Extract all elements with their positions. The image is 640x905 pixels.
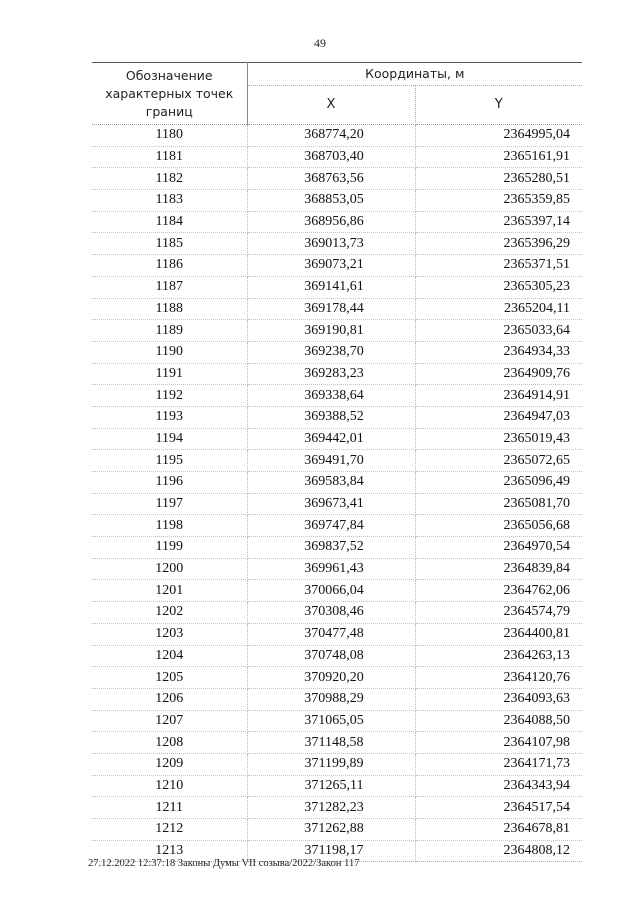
coordinates-table [92,62,582,862]
y-coordinate-cell: 2365396,29 [415,233,582,255]
x-coordinate-cell: 368956,86 [247,211,415,233]
x-coordinate-cell: 368774,20 [247,125,415,147]
point-cell: 1210 [92,775,247,797]
x-coordinate-cell: 369190,81 [247,320,415,342]
table-row [92,276,582,298]
table-row [92,385,582,407]
y-coordinate-cell: 2364400,81 [415,623,582,645]
y-coordinate-cell: 2365397,14 [415,211,582,233]
table-row [92,233,582,255]
table-row [92,558,582,580]
x-coordinate-cell: 369338,64 [247,385,415,407]
x-coordinate-cell: 371265,11 [247,775,415,797]
y-coordinate-cell: 2364762,06 [415,580,582,602]
y-coordinate-cell: 2365081,70 [415,493,582,515]
table-row [92,602,582,624]
point-cell: 1208 [92,732,247,754]
x-coordinate-cell: 371282,23 [247,797,415,819]
x-coordinate-cell: 368703,40 [247,146,415,168]
point-cell: 1194 [92,428,247,450]
table-row [92,580,582,602]
x-coordinate-cell: 369141,61 [247,276,415,298]
y-coordinate-cell: 2364171,73 [415,753,582,775]
table-row [92,125,582,147]
table-row [92,753,582,775]
point-cell: 1204 [92,645,247,667]
table-row [92,406,582,428]
point-cell: 1192 [92,385,247,407]
table-row [92,472,582,494]
point-cell: 1196 [92,472,247,494]
point-cell: 1213 [92,840,247,862]
point-cell: 1212 [92,819,247,841]
table-row [92,493,582,515]
table-row [92,341,582,363]
point-cell: 1185 [92,233,247,255]
x-coordinate-cell: 369673,41 [247,493,415,515]
y-header: Y [415,86,582,125]
y-coordinate-cell: 2364970,54 [415,537,582,559]
table-row [92,450,582,472]
x-coordinate-cell: 369747,84 [247,515,415,537]
x-coordinate-cell: 370920,20 [247,667,415,689]
table-row [92,515,582,537]
point-cell: 1193 [92,406,247,428]
x-coordinate-cell: 369013,73 [247,233,415,255]
y-coordinate-cell: 2365161,91 [415,146,582,168]
table-row [92,298,582,320]
point-cell: 1203 [92,623,247,645]
point-cell: 1202 [92,602,247,624]
x-coordinate-cell: 371262,88 [247,819,415,841]
table-row [92,255,582,277]
point-cell: 1200 [92,558,247,580]
point-cell: 1209 [92,753,247,775]
x-coordinate-cell: 369442,01 [247,428,415,450]
y-coordinate-cell: 2364263,13 [415,645,582,667]
point-cell: 1201 [92,580,247,602]
y-coordinate-cell: 2364120,76 [415,667,582,689]
y-coordinate-cell: 2365359,85 [415,190,582,212]
table-row [92,146,582,168]
x-coordinate-cell: 371148,58 [247,732,415,754]
point-cell: 1199 [92,537,247,559]
y-coordinate-cell: 2365204,11 [415,298,582,320]
point-cell: 1186 [92,255,247,277]
point-cell: 1188 [92,298,247,320]
y-coordinate-cell: 2364574,79 [415,602,582,624]
table-row [92,710,582,732]
point-cell: 1182 [92,168,247,190]
y-coordinate-cell: 2365096,49 [415,472,582,494]
table-row [92,775,582,797]
y-coordinate-cell: 2364839,84 [415,558,582,580]
table-row [92,645,582,667]
x-coordinate-cell: 369238,70 [247,341,415,363]
x-coordinate-cell: 370066,04 [247,580,415,602]
y-coordinate-cell: 2364517,54 [415,797,582,819]
table-row [92,190,582,212]
table-row [92,363,582,385]
x-header: X [247,86,415,125]
point-cell: 1211 [92,797,247,819]
x-coordinate-cell: 369583,84 [247,472,415,494]
y-coordinate-cell: 2364343,94 [415,775,582,797]
point-cell: 1189 [92,320,247,342]
x-coordinate-cell: 369073,21 [247,255,415,277]
x-coordinate-cell: 369388,52 [247,406,415,428]
y-coordinate-cell: 2364808,12 [415,840,582,862]
x-coordinate-cell: 371065,05 [247,710,415,732]
y-coordinate-cell: 2364909,76 [415,363,582,385]
y-coordinate-cell: 2364914,91 [415,385,582,407]
x-coordinate-cell: 369837,52 [247,537,415,559]
point-cell: 1195 [92,450,247,472]
y-coordinate-cell: 2364107,98 [415,732,582,754]
point-cell: 1207 [92,710,247,732]
footer-stamp: 27.12.2022 12:37:18 Законы Думы VII созыва/2022/Закон 117 [88,858,360,869]
point-cell: 1198 [92,515,247,537]
point-cell: 1206 [92,688,247,710]
point-cell: 1197 [92,493,247,515]
y-coordinate-cell: 2365305,23 [415,276,582,298]
designation-header: Обозначение характерных точек границ [92,63,247,125]
x-coordinate-cell: 369961,43 [247,558,415,580]
x-coordinate-cell: 368853,05 [247,190,415,212]
x-coordinate-cell: 370308,46 [247,602,415,624]
x-coordinate-cell: 370748,08 [247,645,415,667]
coordinates-header: Координаты, м [247,63,582,86]
table-row [92,667,582,689]
x-coordinate-cell: 368763,56 [247,168,415,190]
table-header [92,63,582,125]
y-coordinate-cell: 2364934,33 [415,341,582,363]
table-row [92,428,582,450]
table-row [92,688,582,710]
table-row [92,211,582,233]
table-row [92,537,582,559]
x-coordinate-cell: 369178,44 [247,298,415,320]
header-row-top [92,63,582,86]
x-coordinate-cell: 371199,89 [247,753,415,775]
x-coordinate-cell: 370477,48 [247,623,415,645]
point-cell: 1183 [92,190,247,212]
page-number: 49 [314,36,326,50]
x-coordinate-cell: 370988,29 [247,688,415,710]
table-body [92,125,582,862]
point-cell: 1190 [92,341,247,363]
point-cell: 1184 [92,211,247,233]
table-row [92,168,582,190]
point-cell: 1205 [92,667,247,689]
point-cell: 1187 [92,276,247,298]
y-coordinate-cell: 2365280,51 [415,168,582,190]
table-row [92,320,582,342]
y-coordinate-cell: 2365072,65 [415,450,582,472]
y-coordinate-cell: 2365019,43 [415,428,582,450]
point-cell: 1180 [92,125,247,147]
y-coordinate-cell: 2364995,04 [415,125,582,147]
y-coordinate-cell: 2364088,50 [415,710,582,732]
table-row [92,732,582,754]
table-row [92,623,582,645]
y-coordinate-cell: 2365371,51 [415,255,582,277]
table-row [92,797,582,819]
y-coordinate-cell: 2364947,03 [415,406,582,428]
x-coordinate-cell: 369491,70 [247,450,415,472]
x-coordinate-cell: 369283,23 [247,363,415,385]
table-row [92,819,582,841]
x-coordinate-cell: 371198,17 [247,840,415,862]
y-coordinate-cell: 2364093,63 [415,688,582,710]
y-coordinate-cell: 2365056,68 [415,515,582,537]
y-coordinate-cell: 2365033,64 [415,320,582,342]
y-coordinate-cell: 2364678,81 [415,819,582,841]
point-cell: 1181 [92,146,247,168]
point-cell: 1191 [92,363,247,385]
